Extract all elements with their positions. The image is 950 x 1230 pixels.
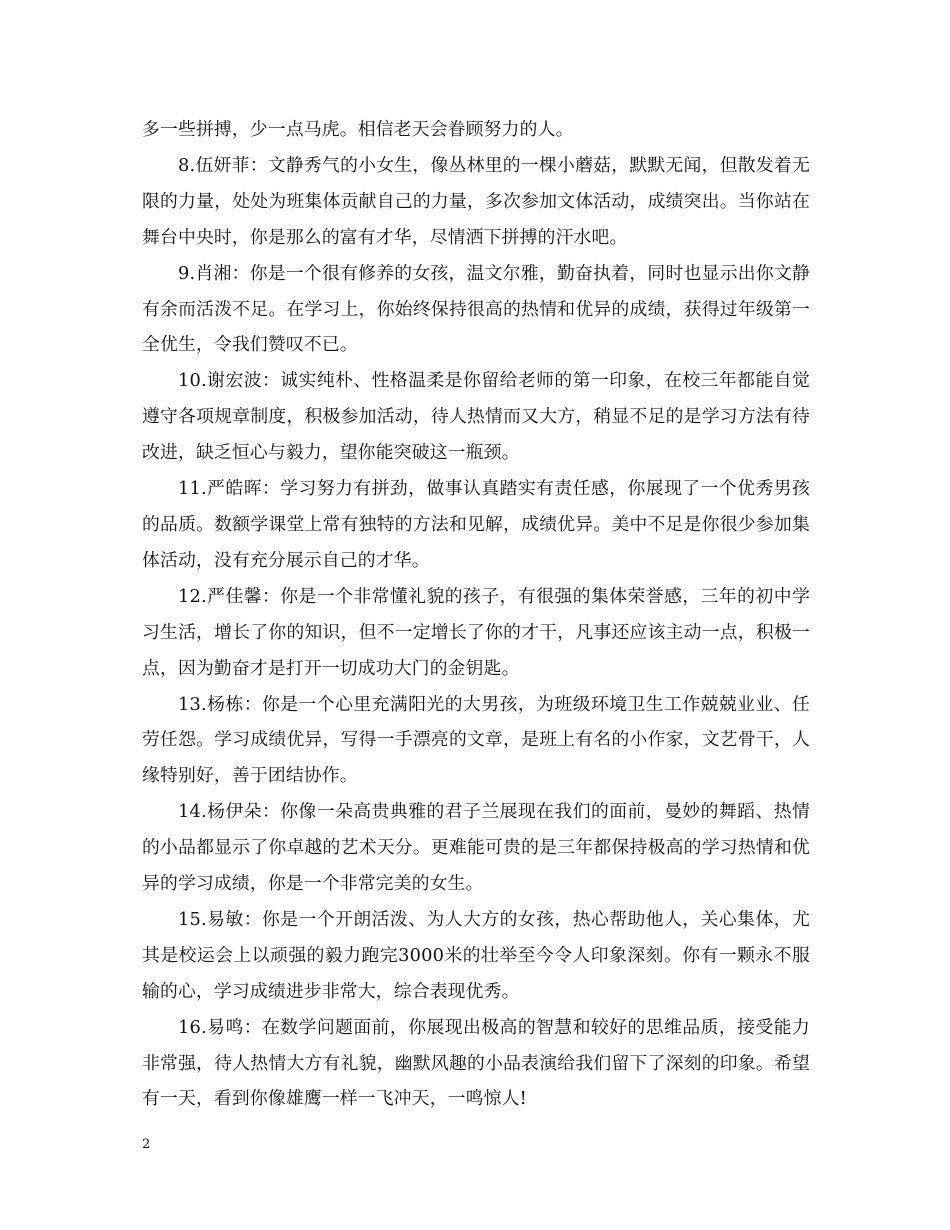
paragraph-continuation: 多一些拼搏，少一点马虎。相信老天会眷顾努力的人。: [142, 119, 574, 140]
paragraph-comment-8: 8.伍妍菲：文静秀气的小女生，像丛林里的一棵小蘑菇，默默无闻，但散发着无限的力量，处处为班集体贡献自己的力量，多次参加文体活动，成绩突出。当你站在舞台中央时，你是那么的富有才华，尽情洒下拼搏的汗水吧。: [142, 154, 810, 248]
paragraph-comment-12: 12.严佳馨：你是一个非常懂礼貌的孩子，有很强的集体荣誉感，三年的初中学习生活，增长了你的知识，但不一定增长了你的才干，凡事还应该主动一点，积极一点，因为勤奋才是打开一切成功大门的金钥匙。: [142, 585, 810, 679]
page-number: 2: [142, 1137, 151, 1152]
paragraph-comment-14: 14.杨伊朵：你像一朵高贵典雅的君子兰展现在我们的面前，曼妙的舞蹈、热情的小品都显示了你卓越的艺术天分。更难能可贵的是三年都保持极高的学习热情和优异的学习成绩，你是一个非常完美的女生。: [142, 801, 810, 895]
paragraph-comment-16: 16.易鸣：在数学问题面前，你展现出极高的智慧和较好的思维品质，接受能力非常强，待人热情大方有礼貌，幽默风趣的小品表演给我们留下了深刻的印象。希望有一天，看到你像雄鹰一样一飞冲天，一鸣惊人!: [142, 1016, 810, 1110]
paragraph-comment-13: 13.杨栋：你是一个心里充满阳光的大男孩，为班级环境卫生工作兢兢业业、任劳任怨。学习成绩优异，写得一手漂亮的文章，是班上有名的小作家，文艺骨干，人缘特别好，善于团结协作。: [142, 693, 810, 787]
paragraph-comment-9: 9.肖湘：你是一个很有修养的女孩，温文尔雅，勤奋执着，同时也显示出你文静有余而活泼不足。在学习上，你始终保持很高的热情和优异的成绩，获得过年级第一全优生，令我们赞叹不已。: [142, 262, 810, 356]
paragraph-comment-15: 15.易敏：你是一个开朗活泼、为人大方的女孩，热心帮助他人，关心集体，尤其是校运会上以顽强的毅力跑完3000米的壮举至今令人印象深刻。你有一颗永不服输的心，学习成绩进步非常大，综合表现优秀。: [142, 908, 810, 1002]
document-body: [142, 112, 810, 1117]
paragraph-comment-11: 11.严皓晖：学习努力有拼劲，做事认真踏实有责任感，你展现了一个优秀男孩的品质。数额学课堂上常有独特的方法和见解，成绩优异。美中不足是你很少参加集体活动，没有充分展示自己的才华。: [142, 478, 810, 571]
paragraph-comment-10: 10.谢宏波：诚实纯朴、性格温柔是你留给老师的第一印象，在校三年都能自觉遵守各项规章制度，积极参加活动，待人热情而又大方，稍显不足的是学习方法有待改进，缺乏恒心与毅力，望你能突破这一瓶颈。: [142, 370, 810, 464]
